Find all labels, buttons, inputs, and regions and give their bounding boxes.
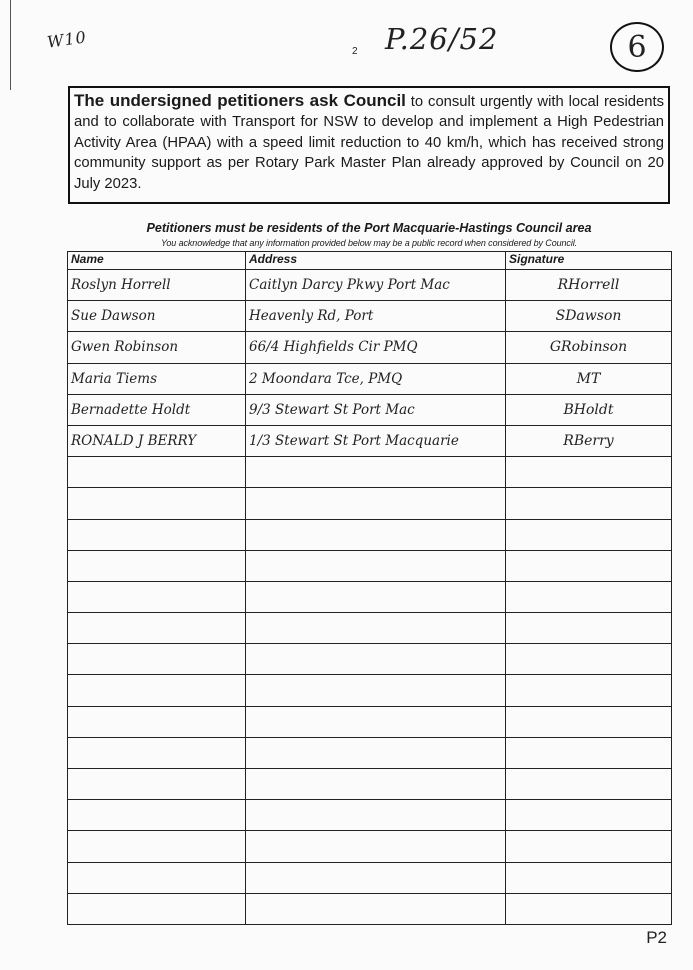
- table-row: [68, 675, 672, 706]
- address-cell: 1/3 Stewart St Port Macquarie: [246, 425, 506, 456]
- margin-line: [10, 0, 11, 90]
- name-cell: Sue Dawson: [68, 301, 246, 332]
- table-row: [68, 457, 672, 488]
- signature-cell: [506, 457, 672, 488]
- signature-cell: [506, 550, 672, 581]
- signature-cell: [506, 675, 672, 706]
- handwritten-page-reference: P.26/52: [385, 22, 499, 56]
- name-cell: Maria Tiems: [68, 363, 246, 394]
- table-row: [68, 769, 672, 800]
- petition-body: to consult urgently with local residents and to collaborate with Transport for NSW to develop and implement a High Pedestrian Activity Area (HPAA) with a speed limit reduction to 40 km/h, which has received strong community support as per Rotary Park Master Plan already approved by Council on 20 July 2023.: [74, 94, 664, 192]
- name-cell: [68, 581, 246, 612]
- address-cell: [246, 862, 506, 893]
- signature-cell: [506, 613, 672, 644]
- table-row: [68, 332, 672, 363]
- name-cell: Bernadette Holdt: [68, 394, 246, 425]
- signature-cell: [506, 893, 672, 924]
- address-cell: 66/4 Highfields Cir PMQ: [246, 332, 506, 363]
- table-row: [68, 644, 672, 675]
- name-cell: [68, 613, 246, 644]
- table-row: [68, 301, 672, 332]
- name-cell: Gwen Robinson: [68, 332, 246, 363]
- signature-cell: [506, 769, 672, 800]
- signature-cell: BHoldt: [506, 394, 672, 425]
- address-cell: [246, 581, 506, 612]
- table-row: [68, 737, 672, 768]
- signature-column-header: Signature: [506, 252, 672, 270]
- circled-number: 6: [610, 22, 664, 72]
- signature-rows: [68, 270, 672, 925]
- name-cell: [68, 550, 246, 581]
- table-row: [68, 613, 672, 644]
- signature-cell: [506, 831, 672, 862]
- name-column-header: Name: [68, 252, 246, 270]
- address-cell: [246, 675, 506, 706]
- signature-cell: GRobinson: [506, 332, 672, 363]
- name-cell: RONALD J BERRY: [68, 425, 246, 456]
- name-cell: [68, 675, 246, 706]
- name-cell: [68, 831, 246, 862]
- address-cell: [246, 893, 506, 924]
- name-cell: [68, 644, 246, 675]
- name-cell: [68, 457, 246, 488]
- address-cell: [246, 550, 506, 581]
- printed-page-number: 2: [352, 46, 358, 57]
- signature-cell: [506, 800, 672, 831]
- signature-cell: [506, 644, 672, 675]
- signature-cell: [506, 862, 672, 893]
- address-cell: [246, 737, 506, 768]
- address-cell: [246, 519, 506, 550]
- table-row: [68, 550, 672, 581]
- name-cell: Roslyn Horrell: [68, 270, 246, 301]
- signature-cell: MT: [506, 363, 672, 394]
- table-row: [68, 706, 672, 737]
- table-row: [68, 270, 672, 301]
- signature-table: [67, 251, 672, 925]
- table-row: [68, 831, 672, 862]
- table-row: [68, 800, 672, 831]
- address-cell: Caitlyn Darcy Pkwy Port Mac: [246, 270, 506, 301]
- handwritten-page-mark: P2: [646, 928, 667, 947]
- name-cell: [68, 862, 246, 893]
- table-row: [68, 363, 672, 394]
- table-row: [68, 488, 672, 519]
- address-cell: [246, 800, 506, 831]
- signature-cell: [506, 737, 672, 768]
- table-row: [68, 394, 672, 425]
- name-cell: [68, 706, 246, 737]
- signature-cell: [506, 519, 672, 550]
- name-cell: [68, 893, 246, 924]
- signature-cell: RBerry: [506, 425, 672, 456]
- table-row: [68, 893, 672, 924]
- residents-requirement: Petitioners must be residents of the Port Macquarie-Hastings Council area: [146, 221, 592, 235]
- signature-cell: [506, 581, 672, 612]
- address-cell: [246, 488, 506, 519]
- name-cell: [68, 488, 246, 519]
- signature-cell: [506, 488, 672, 519]
- address-cell: 9/3 Stewart St Port Mac: [246, 394, 506, 425]
- address-cell: [246, 457, 506, 488]
- name-cell: [68, 519, 246, 550]
- address-cell: [246, 769, 506, 800]
- name-cell: [68, 769, 246, 800]
- address-cell: [246, 644, 506, 675]
- name-cell: [68, 800, 246, 831]
- table-row: [68, 862, 672, 893]
- handwritten-corner-note: W10: [45, 27, 88, 52]
- address-cell: [246, 706, 506, 737]
- petition-lead: The undersigned petitioners ask Council: [74, 91, 406, 110]
- address-column-header: Address: [246, 252, 506, 270]
- signature-cell: RHorrell: [506, 270, 672, 301]
- table-row: [68, 581, 672, 612]
- address-cell: [246, 831, 506, 862]
- name-cell: [68, 737, 246, 768]
- table-row: [68, 519, 672, 550]
- petition-statement-box: [68, 86, 670, 204]
- address-cell: 2 Moondara Tce, PMQ: [246, 363, 506, 394]
- table-header-row: [68, 252, 672, 270]
- signature-cell: [506, 706, 672, 737]
- public-record-acknowledgement: You acknowledge that any information provided below may be a public record when considered by Council.: [160, 238, 578, 248]
- signature-cell: SDawson: [506, 301, 672, 332]
- address-cell: Heavenly Rd, Port: [246, 301, 506, 332]
- address-cell: [246, 613, 506, 644]
- table-row: [68, 425, 672, 456]
